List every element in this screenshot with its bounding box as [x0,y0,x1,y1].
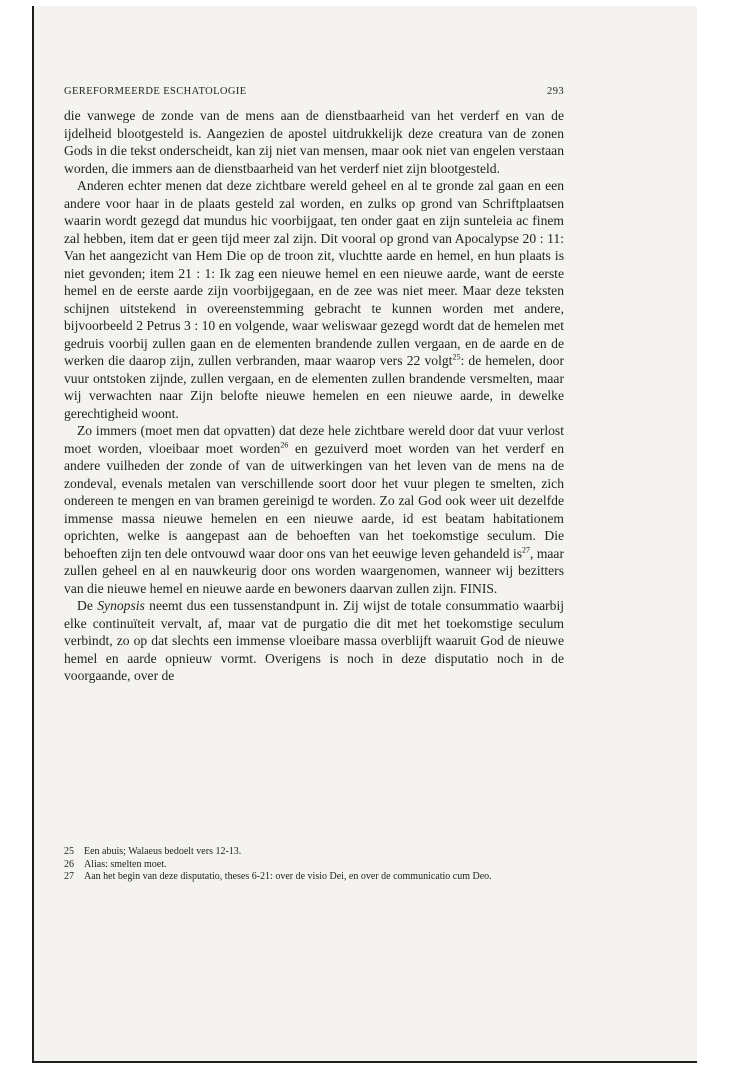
synopsis-title: Synopsis [97,598,145,613]
paragraph-4-lead: De [77,598,98,613]
paragraph-1-text: die vanwege de zonde van de mens aan de dienstbaarheid van het verderf en van de ijdelheid blootgesteld is. Aangezien de apostel uitdrukkelijk deze creatura van de zonen Gods in die tekst onderscheidt, kan zij niet van mensen, maar ook niet van engelen verstaan worden, die immers aan de dienstbaarheid van het verderf niet zijn blootgesteld. [64,108,564,176]
footnote [64,871,564,884]
paragraph-2 [64,177,564,422]
footnote-number: 27 [64,871,74,882]
paragraph-1 [64,107,564,177]
page-number: 293 [547,86,564,97]
footnote [64,846,564,859]
footnote-text: Een abuis; Walaeus bedoelt vers 12-13. [84,846,242,857]
footnote [64,859,564,872]
running-title: GEREFORMEERDE ESCHATOLOGIE [64,86,247,97]
footnote-ref-26: 26 [280,439,289,449]
paragraph-3-text-end: , maar zullen geheel en al en nauwkeurig door ons worden waargenomen, wanneer wij bezitters van die nieuwe hemel en nieuwe aarde en bewoners daarvan zullen zijn. FINIS. [64,545,564,596]
main-text [64,107,564,685]
footnote-ref-25: 25 [452,352,461,362]
footnote-text: Alias: smelten moet. [84,858,167,870]
paragraph-3-text-cont: en gezuiverd moet worden van het verderf en andere vuilheden der zonde of van de uitwerkingen van het leven van de mens na de zondeval, evenals metalen van verschillende soort door het vuur plegen te smelten, zich ondereen te mengen en van bramen gereinigd te worden. Zo zal God ook weer uit dezelfde immense massa nieuwe hemelen en een nieuwe aarde, id est beatam habitationem oprichten, welke is aangepast aan de behoeften van het toekomstige seculum. Die behoeften zijn ten dele ontvouwd waar door ons van het eeuwige leven gehandeld is [64,440,564,561]
running-header [64,86,564,100]
footnotes [64,846,564,884]
paragraph-4-text: neemt dus een tussenstandpunt in. Zij wijst de totale consummatio waarbij elke continuïteit vervalt, af, maar vat de purgatio die dit met het toekomstige seculum verbindt, zo op dat slechts een immense vloeibare massa overblijft waaruit God de nieuwe hemel en aarde opnieuw vormt. Overigens is noch in deze disputatio noch in de voorgaande, over de [64,598,565,683]
paragraph-3 [64,422,564,597]
footnote-number: 25 [64,846,74,857]
paragraph-3-text: Zo immers (moet men dat opvatten) dat deze hele zichtbare wereld door dat vuur verlost moet worden, vloeibaar moet worden [64,423,564,456]
paragraph-2-text: Anderen echter menen dat deze zichtbare wereld geheel en al te gronde zal gaan en een andere voor haar in de plaats gesteld zal worden, en zulks op grond van Schriftplaatsen waarin wordt gezegd dat mundus hic voorbijgaat, ten onder gaat en zijn sunteleia ac finem zal hebben, item dat er geen tijd meer zal zijn. Dit vooral op grond van Apocalypse 20 : 11: Van het aangezicht van Hem Die op de troon zit, vluchtte aarde en hemel, en hun plaats is niet gevonden; item 21 : 1: Ik zag een nieuwe hemel en een nieuwe aarde, want de eerste hemel en de eerste aarde zijn voorbijgegaan, en de zee was niet meer. Maar deze teksten schijnen uitstekend in overeenstemming gebracht te kunnen worden met andere, bijvoorbeeld 2 Petrus 3 : 10 en volgende, waar weliswaar gezegd wordt dat de hemelen met gedruis voorbij zullen gaan en de elementen brandende zullen vergaan, en de aarde en de werken die daarop zijn, zullen verbranden, maar waarop vers 22 volgt [64,178,564,368]
footnote-text: Aan het begin van deze disputatio, theses 6-21: over de visio Dei, en over de communicatio cum Deo. [84,871,492,882]
paragraph-4 [64,597,564,685]
footnote-number: 26 [64,858,74,870]
paragraph-2-text-cont: : de hemelen, door vuur ontstoken zijnde, zullen vergaan, en de elementen zullen brandende versmelten, maar wij verwachten naar Zijn belofte nieuwe hemelen en een nieuwe aarde, in dewelke gerechtigheid woont. [64,353,564,421]
footnote-ref-27: 27 [522,544,531,554]
